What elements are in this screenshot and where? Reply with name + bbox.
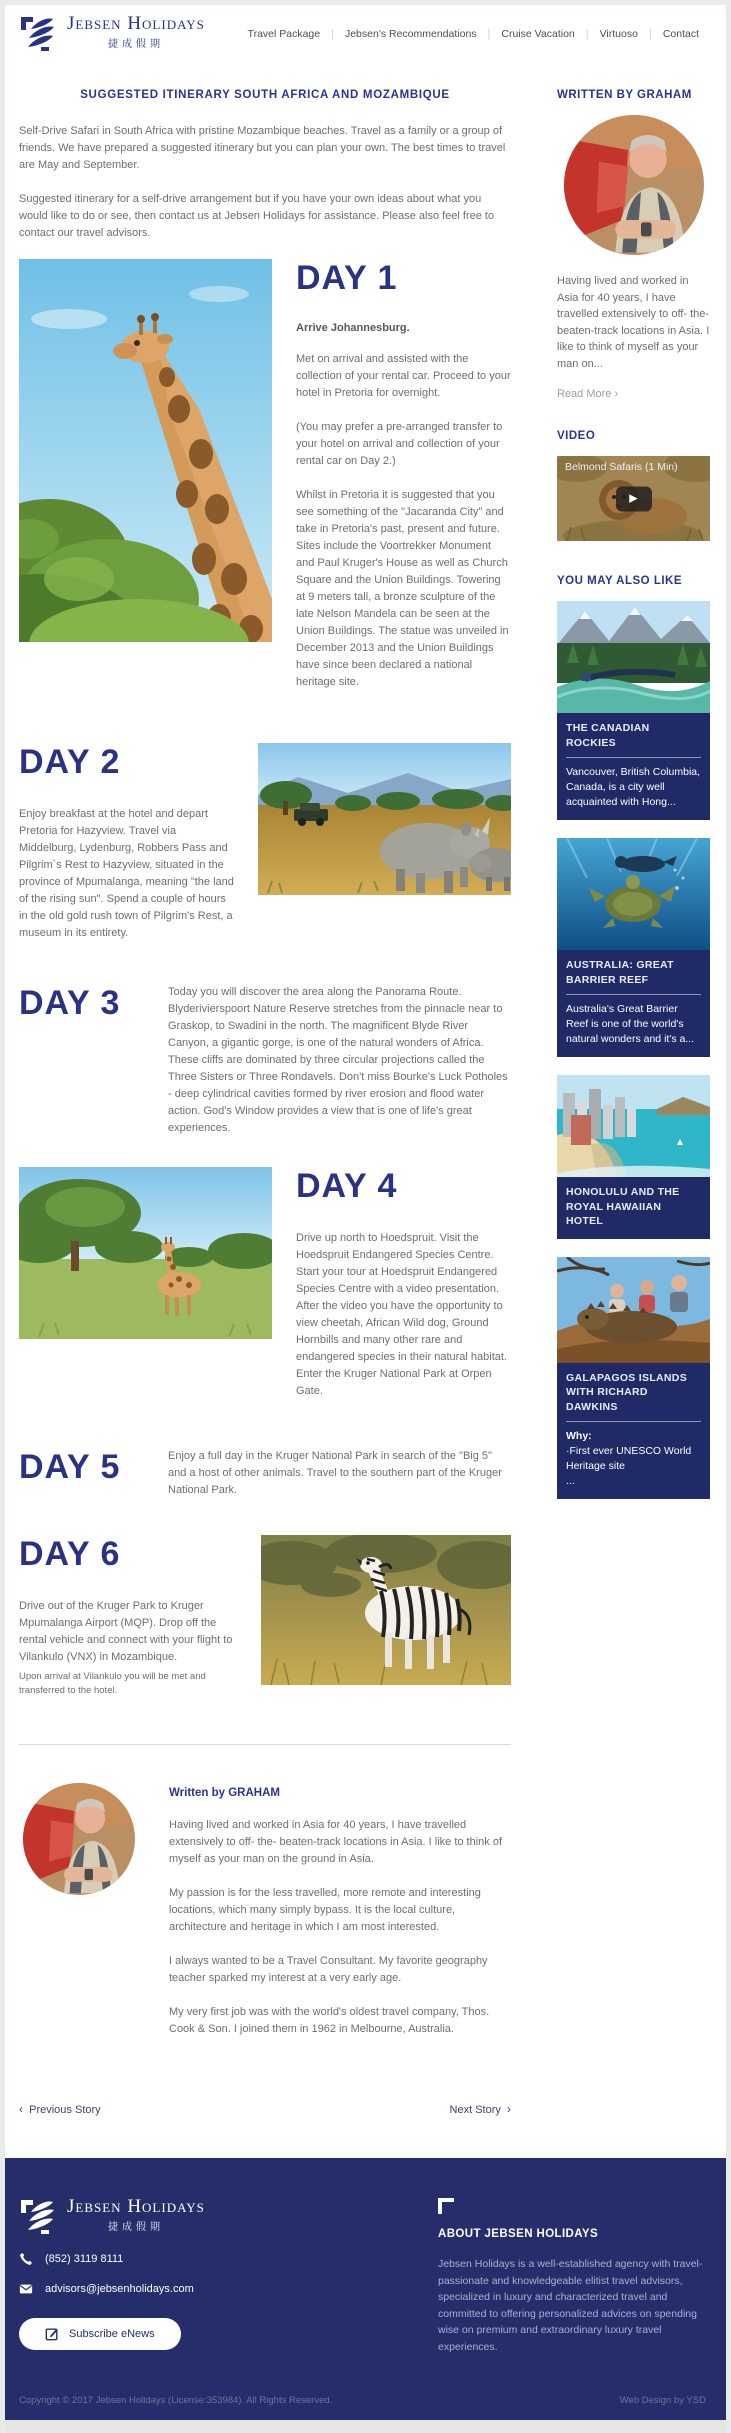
day-2-section bbox=[19, 743, 511, 942]
brand-text bbox=[67, 15, 205, 50]
galapagos-image bbox=[557, 1257, 710, 1363]
author-photo bbox=[23, 1783, 135, 1895]
subscribe-enews-label: Subscribe eNews bbox=[69, 2328, 155, 2340]
content-area bbox=[5, 59, 726, 2158]
day-4-heading: DAY 4 bbox=[296, 1167, 398, 1205]
giraffe-photo bbox=[19, 259, 272, 642]
day-2-heading: DAY 2 bbox=[19, 743, 121, 781]
pencil-icon bbox=[45, 2327, 59, 2341]
site-header bbox=[5, 5, 726, 59]
video-heading: VIDEO bbox=[557, 430, 596, 442]
card-honolulu[interactable] bbox=[557, 1075, 710, 1239]
day-1-heading: DAY 1 bbox=[296, 259, 398, 297]
footer-phone-link[interactable]: (852) 3119 8111 bbox=[45, 2253, 124, 2265]
author-bio-text bbox=[169, 1783, 509, 2038]
day-5-paragraph: Enjoy a full day in the Kruger National Park in search of the "Big 5" and a host of other animals. Travel to the southern part of the Kruger National Park. bbox=[168, 1450, 502, 1496]
footer-jebsen-logo-icon bbox=[19, 2198, 59, 2236]
jebsen-logo-icon bbox=[19, 15, 59, 53]
card-title: AUSTRALIA: GREAT BARRIER REEF bbox=[566, 959, 674, 986]
brand-logo[interactable] bbox=[19, 15, 205, 53]
card-line: Why: bbox=[566, 1430, 592, 1442]
card-canadian-rockies[interactable] bbox=[557, 601, 710, 820]
sidebar-author-photo-image bbox=[564, 115, 704, 255]
corner-bracket-icon bbox=[438, 2198, 454, 2214]
intro-paragraph: Self-Drive Safari in South Africa with pristine Mozambique beaches. Travel as a family or a group of friends. We have prepared a suggested itinerary but you can plan your own. The best times to travel are May and September. bbox=[19, 125, 506, 171]
written-by-excerpt: Having lived and worked in Asia for 40 years, I have travelled extensively to off- the- beaten-track locations in Asia. I like to think of myself as your man on... bbox=[557, 275, 710, 370]
sidebar-author-photo bbox=[564, 115, 704, 255]
chevron-right-icon: › bbox=[507, 2102, 511, 2116]
footer-brand-name-chinese: 捷成假期 bbox=[107, 2222, 164, 2233]
nav-jebsens-recommendations[interactable]: Jebsen's Recommendations bbox=[344, 28, 477, 40]
day-5-text bbox=[168, 1448, 511, 1499]
day-1-section bbox=[19, 259, 511, 691]
mail-icon bbox=[19, 2282, 33, 2296]
author-bio-paragraph: My very first job was with the world's oldest travel company, Thos. Cook & Son. I joined them in 1962 in Melbourne, Australia. bbox=[169, 2006, 490, 2035]
card-separator bbox=[566, 994, 701, 995]
card-caption bbox=[557, 1177, 710, 1239]
about-text: Jebsen Holidays is a well-established agency with travel-passionate and knowledgeable elitist travel advisors, specialized in luxury and characterized travel and committed to offering personalized advices on spending wise on premium and extraordinary luxury travel experiences. bbox=[438, 2258, 703, 2353]
footer-email-link[interactable]: advisors@jebsenholidays.com bbox=[45, 2283, 194, 2295]
play-icon: ▶ bbox=[629, 492, 638, 504]
video-caption: Belmond Safaris (1 Min) bbox=[565, 461, 678, 473]
footer-about-column bbox=[438, 2198, 706, 2355]
nav-separator: | bbox=[487, 28, 491, 40]
day-2-paragraph: Enjoy breakfast at the hotel and depart Pretoria for Hazyview. Travel via Middelburg, Lydenburg, Robbers Pass and Pilgrim`s Rest to Hazyview, situated in the province of Mpumalanga, meaning "the land of the rising sun". Spend a couple of hours in the old gold rush town of Pilgrim's Rest, a museum in its entirety. bbox=[19, 808, 234, 939]
day-3-section bbox=[19, 984, 511, 1137]
savanna-giraffe-photo bbox=[19, 1167, 272, 1339]
footer-bottom-row bbox=[19, 2355, 706, 2420]
subscribe-enews-button[interactable] bbox=[19, 2318, 181, 2350]
phone-icon bbox=[19, 2252, 33, 2266]
written-by-heading: WRITTEN BY GRAHAM bbox=[557, 89, 692, 101]
canadian-rockies-image bbox=[557, 601, 710, 713]
nav-virtuoso[interactable]: Virtuoso bbox=[599, 28, 638, 40]
page bbox=[5, 5, 726, 2433]
day-4-text bbox=[296, 1167, 511, 1400]
also-like-heading: YOU MAY ALSO LIKE bbox=[557, 575, 683, 587]
day-1-subheading: Arrive Johannesburg. bbox=[296, 322, 410, 334]
card-line: ... bbox=[566, 1475, 575, 1487]
day-3-heading: DAY 3 bbox=[19, 984, 121, 1022]
author-bio-section bbox=[19, 1783, 511, 2038]
previous-story-link[interactable]: ‹ Previous Story bbox=[19, 2102, 101, 2116]
day-1-text bbox=[296, 259, 511, 691]
bottom-strip bbox=[5, 2420, 726, 2433]
sidebar bbox=[557, 85, 710, 2158]
chevron-left-icon: ‹ bbox=[19, 2102, 23, 2116]
day-3-heading-col bbox=[19, 984, 168, 1137]
honolulu-image bbox=[557, 1075, 710, 1177]
card-caption bbox=[557, 950, 710, 1057]
credit-text: Web Design by YSD bbox=[619, 2395, 706, 2406]
footer-email-row bbox=[19, 2282, 349, 2296]
about-heading: ABOUT JEBSEN HOLIDAYS bbox=[438, 2228, 599, 2240]
video-thumbnail[interactable] bbox=[557, 456, 710, 541]
author-bio-paragraph: Having lived and worked in Asia for 40 years, I have travelled extensively to off- the- beaten-track locations in Asia. I like to think of myself as your man on the ground in Asia. bbox=[169, 1819, 503, 1865]
card-galapagos[interactable] bbox=[557, 1257, 710, 1500]
card-text: Australia's Great Barrier Reef is one of the world's natural wonders and it's a... bbox=[566, 1003, 695, 1045]
day-5-heading-col bbox=[19, 1448, 168, 1499]
day-6-text bbox=[19, 1535, 244, 1698]
day-1-paragraph: Whilst in Pretoria it is suggested that you see something of the "Jacaranda City" and take in Pretoria's past, present and future. Sites include the Voortrekker Monument and Paul Kruger's House as well as Church Square and the Union Buildings. Towering at 9 meters tall, a bronze sculpture of the late Nelson Mandela can be seen at the Union Buildings. The statue was unveiled in December 2013 and the Union Buildings have since been declared a national heritage site. bbox=[296, 489, 509, 688]
nav-separator: | bbox=[648, 28, 652, 40]
card-title: GALAPAGOS ISLANDS WITH RICHARD DAWKINS bbox=[566, 1371, 687, 1413]
card-line: ·First ever UNESCO World Heritage site bbox=[566, 1445, 692, 1472]
day-5-section bbox=[19, 1448, 511, 1499]
day-4-section bbox=[19, 1167, 511, 1400]
card-great-barrier-reef[interactable] bbox=[557, 838, 710, 1057]
intro-paragraph: Suggested itinerary for a self-drive arrangement but if you have your own ideas about what you would like to do or see, then contact us at Jebsen Holidays for assistance. Please also feel free to contact our travel advisors. bbox=[19, 193, 495, 239]
copyright-text: Copyright © 2017 Jebsen Holidays (License:353984). All Rights Reserved. bbox=[19, 2395, 333, 2406]
day-1-paragraph: (You may prefer a pre-arranged transfer to your hotel on arrival and collection of your rental car on Day 2.) bbox=[296, 421, 503, 467]
day-6-section bbox=[19, 1535, 511, 1698]
main-nav bbox=[237, 28, 710, 40]
section-divider bbox=[19, 1744, 511, 1745]
card-caption bbox=[557, 1363, 710, 1500]
author-bio-paragraph: My passion is for the less travelled, more remote and interesting locations, which many simply bypass. It is the local culture, architecture and heritage in which I am most interested. bbox=[169, 1887, 481, 1933]
read-more-link[interactable]: Read More › bbox=[557, 388, 619, 400]
page-title: SUGGESTED ITINERARY SOUTH AFRICA AND MOZAMBIQUE bbox=[80, 89, 450, 101]
day-4-paragraph: Drive up north to Hoedspruit. Visit the Hoedspruit Endangered Species Centre. Start your tour at Hoedspruit Endangered Species Centre with a video presentation. After the video you have the opportunity to view cheetah, African Wild dog, Ground Hornbills and many other rare and endangered species in their natural habitat. Enter the Kruger National Park at Orpen Gate. bbox=[296, 1232, 507, 1397]
next-story-link[interactable]: Next Story › bbox=[449, 2102, 511, 2116]
barrier-reef-image bbox=[557, 838, 710, 950]
day-6-heading: DAY 6 bbox=[19, 1535, 121, 1573]
nav-travel-package[interactable]: Travel Package bbox=[247, 28, 321, 40]
card-text: Vancouver, British Columbia, Canada, is a city well acquainted with Hong... bbox=[566, 766, 701, 808]
nav-contact[interactable]: Contact bbox=[662, 28, 699, 40]
rhino-photo bbox=[258, 743, 511, 895]
footer-left-column bbox=[19, 2198, 349, 2355]
nav-separator: | bbox=[585, 28, 589, 40]
author-bio-paragraph: I always wanted to be a Travel Consultant. My favorite geography teacher sparked my interest at a very early age. bbox=[169, 1955, 488, 1984]
card-separator bbox=[566, 757, 701, 758]
card-caption bbox=[557, 713, 710, 820]
site-footer bbox=[5, 2158, 726, 2420]
card-title: THE CANADIAN ROCKIES bbox=[566, 722, 650, 749]
author-bio-heading: Written by GRAHAM bbox=[169, 1787, 280, 1799]
day-3-paragraph: Today you will discover the area along the Panorama Route. Blyderivierspoort Nature Reserve stretches from the pinnacle near to Graskop, to Swadini in the north. The magnificent Blyde River Canyon, a gigantic gorge, is one of the natural wonders of Africa. These cliffs are dominated by three circular projections called the Three Sisters or Three Rondavels. Don't miss Bourke's Luck Potholes - deep cylindrical cavities formed by river erosion and flood water action. God's Window provides a view that is one of life's great experiences. bbox=[168, 986, 508, 1134]
card-separator bbox=[566, 1421, 701, 1422]
story-pagination bbox=[19, 2038, 511, 2158]
article-column bbox=[19, 85, 511, 2158]
brand-name: Jebsen Holidays bbox=[67, 13, 205, 34]
day-5-heading: DAY 5 bbox=[19, 1448, 121, 1486]
play-button[interactable] bbox=[616, 486, 652, 511]
brand-name-chinese: 捷成假期 bbox=[107, 39, 164, 50]
author-photo-image bbox=[23, 1783, 135, 1895]
nav-cruise-vacation[interactable]: Cruise Vacation bbox=[501, 28, 575, 40]
day-1-paragraph: Met on arrival and assisted with the collection of your rental car. Proceed to your hotel in Pretoria for overnight. bbox=[296, 353, 511, 399]
nav-separator: | bbox=[331, 28, 334, 40]
day-3-text bbox=[168, 984, 511, 1137]
footer-brand bbox=[19, 2198, 349, 2236]
footer-phone-row bbox=[19, 2252, 349, 2266]
zebra-photo bbox=[261, 1535, 511, 1685]
card-title: HONOLULU AND THE ROYAL HAWAIIAN HOTEL bbox=[566, 1186, 680, 1227]
day-6-note: Upon arrival at Vilankulo you will be met and transferred to the hotel. bbox=[19, 1671, 206, 1696]
day-6-paragraph: Drive out of the Kruger Park to Kruger Mpumalanga Airport (MQP). Drop off the rental vehicle and connect with your flight to Vilankulo (VNX) in Mozambique. bbox=[19, 1600, 233, 1663]
day-2-text bbox=[19, 743, 235, 942]
you-may-also-like bbox=[557, 575, 710, 1499]
footer-brand-name: Jebsen Holidays bbox=[67, 2196, 205, 2217]
